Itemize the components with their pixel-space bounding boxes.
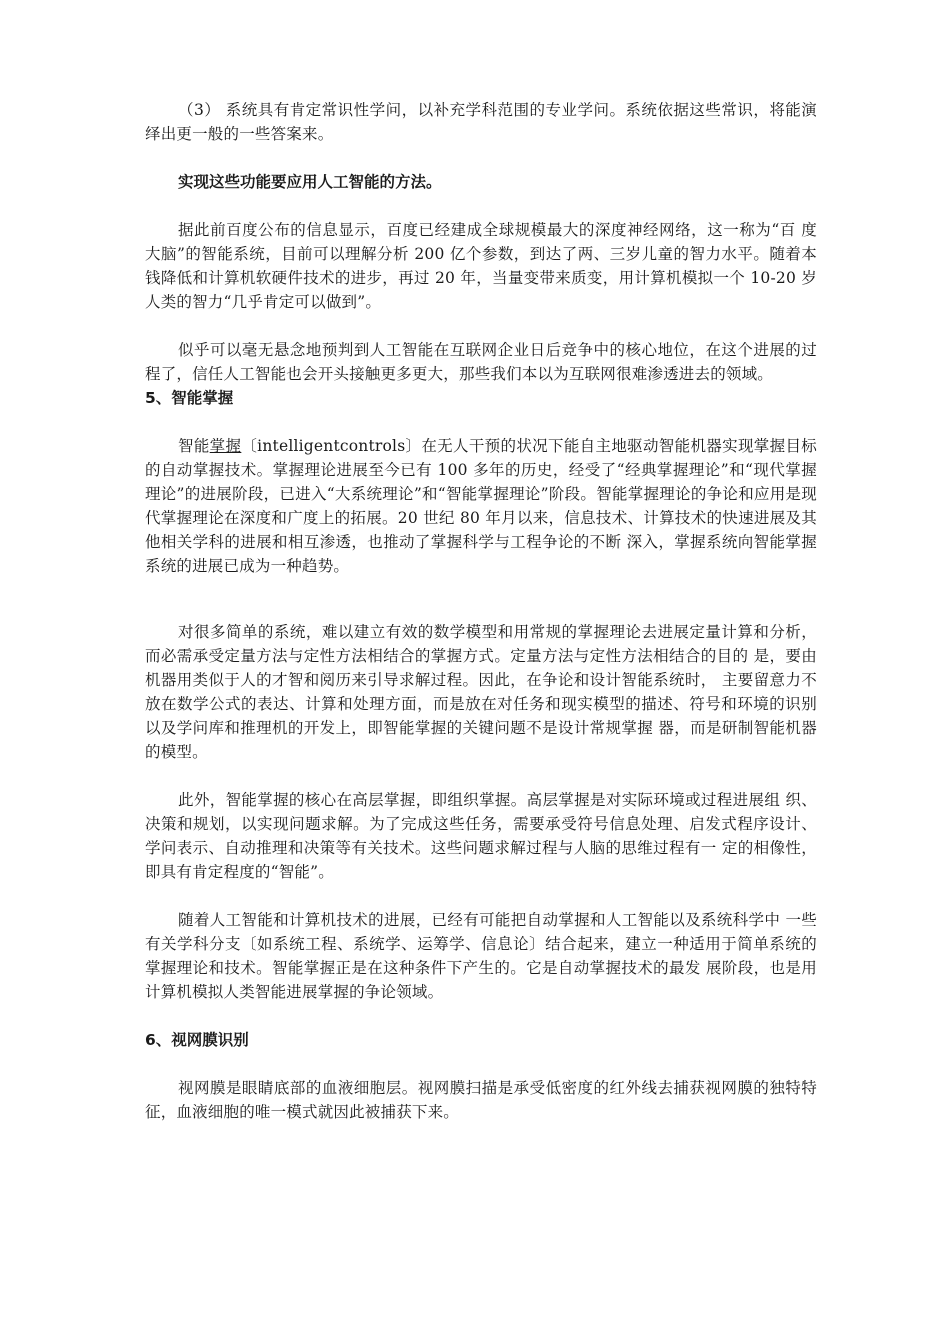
paragraph-intelligent-control [145, 434, 817, 578]
paragraph-complex-systems: 对很多简单的系统，难以建立有效的数学模型和用常规的掌握理论去进展定量计算和分析，而必需承受定量方法与定性方法相结合的掌握方式。定量方法与定性方法相结合的目的 是，要由机器用类似于人的才智和阅历来引导求解过程。因此，在争论和设计智能系统时， 主要留意力不放在数学公式的表达、计算和处理方面，而是放在对任务和现实模型的描述、符号和环境的识别以及学问库和推理机的开发上，即智能掌握的关键问题不是设计常规掌握 器，而是研制智能机器的模型。 [145, 623, 817, 761]
paragraph-internet-core: 似乎可以毫无悬念地预判到人工智能在互联网企业日后竞争中的核心地位，在这个进展的过程了，信任人工智能也会开头接触更多更大，那些我们本以为互联网很难渗透进去的领域。 [145, 341, 817, 383]
paragraph-baidu-brain: 据此前百度公布的信息显示，百度已经建成全球规模最大的深度神经网络，这一称为“百 度大脑”的智能系统，目前可以理解分析 200 亿个参数，到达了两、三岁儿童的智力水平。随着本钱降低和计算机软硬件技术的进步，再过 20 年，当量变带来质变，用计算机模拟一个 10-20 岁人类的智力“几乎肯定可以做到”。 [145, 221, 817, 311]
heading-section-6: 6、视网膜识别 [145, 1031, 249, 1049]
paragraph-retina: 视网膜是眼睛底部的血液细胞层。视网膜扫描是承受低密度的红外线去捕获视网膜的独特特征，血液细胞的唯一模式就因此被捕获下来。 [145, 1079, 817, 1121]
paragraph-common-knowledge: （3） 系统具有肯定常识性学问，以补充学科范围的专业学问。系统依据这些常识，将能演绎出更一般的一些答案来。 [145, 101, 817, 143]
paragraph-high-level-control: 此外，智能掌握的核心在高层掌握，即组织掌握。高层掌握是对实际环境或过程进展组 织、决策和规划，以实现问题求解。为了完成这些任务，需要承受符号信息处理、启发式程序设计、学问表示、自动推理和决策等有关技术。这些问题求解过程与人脑的思维过程有一 定的相像性，即具有肯定程度的“智能”。 [145, 791, 817, 881]
paragraph-ai-development: 随着人工智能和计算机技术的进展，已经有可能把自动掌握和人工智能以及系统科学中 一些有关学科分支〔如系统工程、系统学、运筹学、信息论〕结合起来，建立一种适用于简单系统的掌握理论和技术。智能掌握正是在这种条件下产生的。它是自动掌握技术的最发 展阶段，也是用计算机模拟人类智能进展掌握的争论领域。 [145, 911, 817, 1001]
heading-section-5: 5、智能掌握 [145, 389, 234, 407]
document-page [145, 98, 817, 1124]
control-term-link[interactable]: 掌握 [209, 437, 242, 455]
paragraph-intelligent-control-prefix: 智能 [178, 437, 210, 455]
paragraph-intelligent-control-body: 〔intelligentcontrols〕在无人干预的状况下能自主地驱动智能机器实现掌握目标的自动掌握技术。掌握理论进展至今已有 100 多年的历史，经受了“经典掌握理论”和“现代掌握理论”的进展阶段，已进入“大系统理论”和“智能掌握理论”阶段。智能掌握理论的争论和应用是现代掌握理论在深度和广度上的拓展。20 世纪 80 年月以来，信息技术、计算技术的快速进展及其他相关学科的进展和相互渗透，也推动了掌握科学与工程争论的不断 深入，掌握系统向智能掌握系统的进展已成为一种趋势。 [145, 437, 817, 575]
heading-ai-method: 实现这些功能要应用人工智能的方法。 [178, 173, 442, 191]
